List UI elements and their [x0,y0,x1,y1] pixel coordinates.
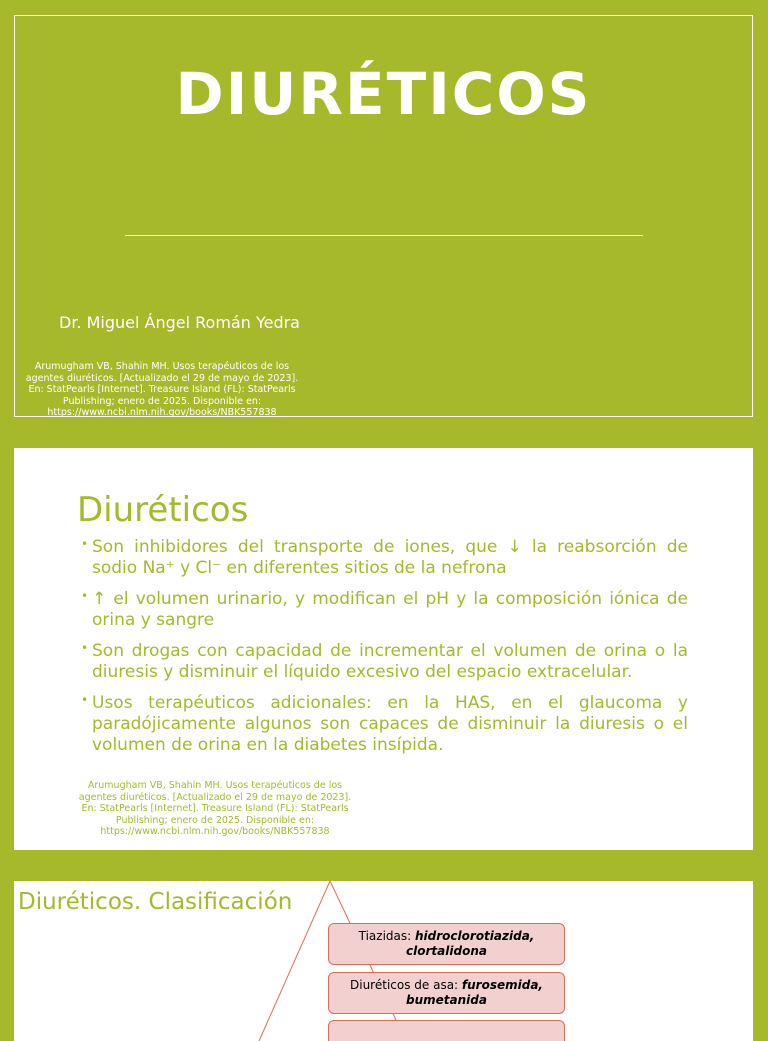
bullet-item: • Son inhibidores del transporte de iones, que ↓ la reabsorción de sodio Na⁺ y Cl⁻ en diferentes sitios de la nefrona [77,537,688,579]
diagram-box-tiazidas [328,923,565,965]
slide-heading: Diuréticos [77,490,249,530]
author-name: Dr. Miguel Ángel Román Yedra [59,313,300,332]
bullet-item: • Usos terapéuticos adicionales: en la HAS, en el glaucoma y paradójicamente algunos son capaces de disminuir la diuresis o el volumen de orina en la diabetes insípida. [77,693,688,756]
box-drugs: furosemida, bumetanida [406,978,543,1007]
diagram-box-asa [328,972,565,1014]
slide-heading: Diuréticos. Clasificación [18,889,293,915]
bullet-item: • Son drogas con capacidad de incrementar el volumen de orina o la diuresis y disminuir el líquido excesivo del espacio extracelular. [77,641,688,683]
box-label: Tiazidas: [358,929,416,943]
title-divider [125,235,643,236]
classification-slide [14,881,753,1041]
content-slide [14,448,753,850]
reference-citation: Arumugham VB, Shahin MH. Usos terapéuticos de los agentes diuréticos. [Actualizado el 29 de mayo de 2023]. En: StatPearls [Internet]. Treasure Island (FL): StatPearls Publishing; enero de 2025. Disponible en: https://www.ncbi.nlm.nih.gov/books/NBK557838 [25,361,299,418]
box-label: Diuréticos de asa: [350,978,462,992]
diagram-box-partial [328,1020,565,1041]
bullet-item: • ↑ el volumen urinario, y modifican el pH y la composición iónica de orina y sangre [77,589,688,631]
reference-citation: Arumugham VB, Shahin MH. Usos terapéuticos de los agentes diuréticos. [Actualizado el 29 de mayo de 2023]. En: StatPearls [Internet]. Treasure Island (FL): StatPearls Publishing; enero de 2025. Disponible en: https://www.ncbi.nlm.nih.gov/books/NBK557838 [78,780,352,837]
bullet-list [77,537,688,766]
slide-title: DIURÉTICOS [175,60,592,128]
title-slide [14,15,753,417]
box-drugs: hidroclorotiazida, clortalidona [406,929,535,958]
